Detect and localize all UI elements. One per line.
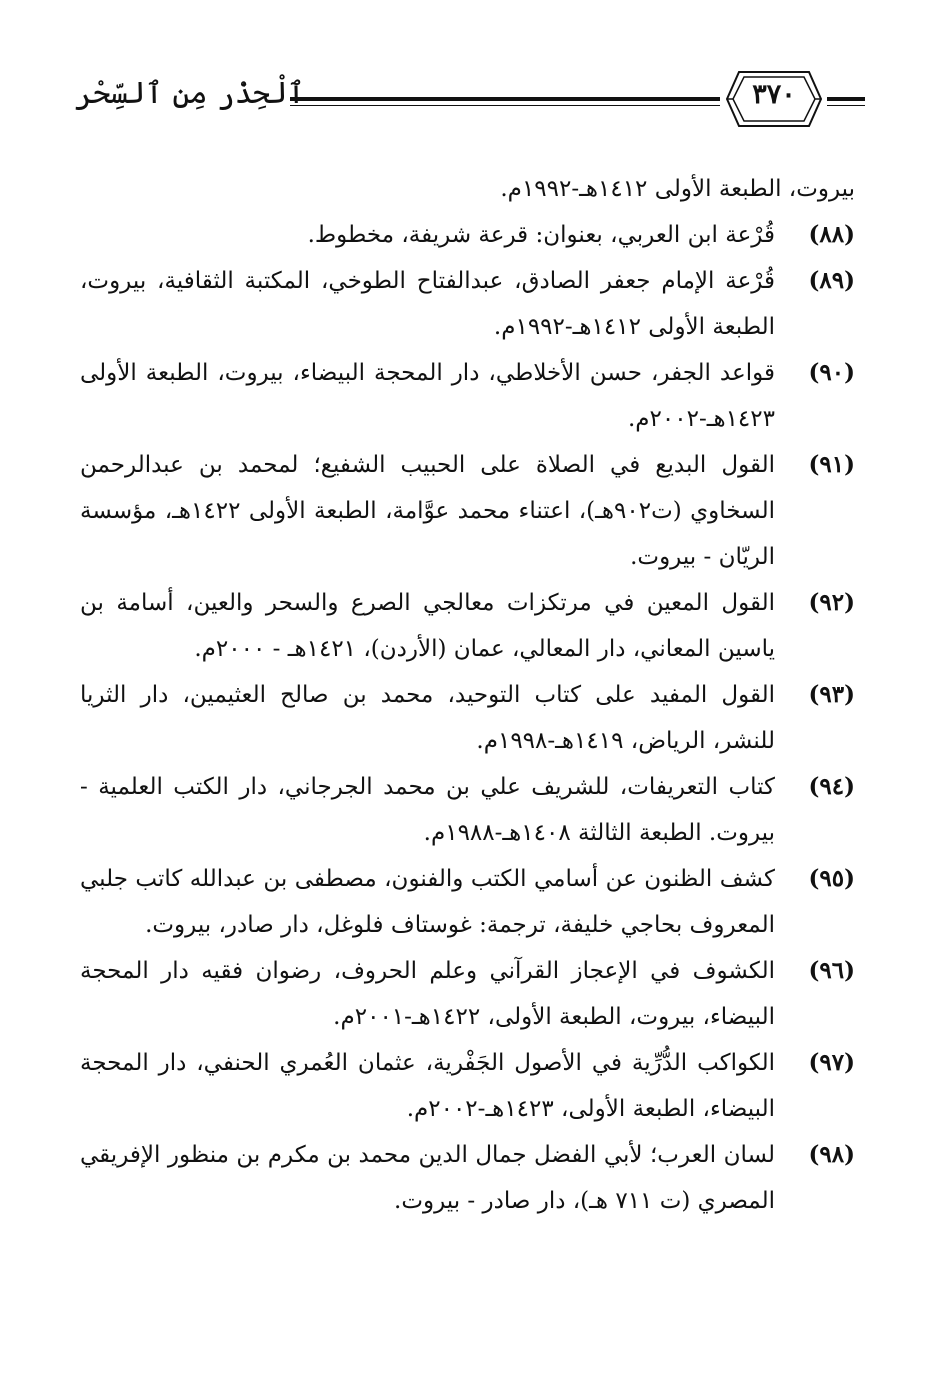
entry-text: القول المعين في مرتكزات معالجي الصرع والسحر والعين، أسامة بن ياسين المعاني، دار المعالي، عمان (الأردن)، ١٤٢١هـ - ٢٠٠٠م. bbox=[80, 590, 775, 662]
bibliography-list bbox=[80, 166, 855, 1224]
list-item bbox=[80, 258, 855, 350]
entry-number: (٨٨) bbox=[808, 221, 855, 248]
list-item bbox=[80, 442, 855, 580]
entry-number: (٩٤) bbox=[808, 773, 855, 800]
page-header bbox=[75, 68, 865, 128]
entry-text: الكواكب الدُّرِّية في الأصول الجَفْرية، عثمان العُمري الحنفي، دار المحجة البيضاء، الطبعة الأولى، ١٤٢٣هـ-٢٠٠٢م. bbox=[80, 1050, 775, 1122]
entry-text: لسان العرب؛ لأبي الفضل جمال الدين محمد بن مكرم بن منظور الإفريقي المصري (ت ٧١١ هـ)، دار صادر - بيروت. bbox=[80, 1142, 775, 1214]
entry-number: (٩١) bbox=[808, 451, 855, 478]
entry-number: (٩٠) bbox=[808, 359, 855, 386]
entry-number: (٩٧) bbox=[808, 1049, 855, 1076]
continuation-line: بيروت، الطبعة الأولى ١٤١٢هـ-١٩٩٢م. bbox=[500, 176, 855, 202]
entry-text: قُرْعة الإمام جعفر الصادق، عبدالفتاح الطوخي، المكتبة الثقافية، بيروت، الطبعة الأولى ١٤١٢هـ-١٩٩٢م. bbox=[80, 268, 775, 340]
list-item bbox=[80, 764, 855, 856]
list-item bbox=[80, 350, 855, 442]
entry-text: قواعد الجفر، حسن الأخلاطي، دار المحجة البيضاء، بيروت، الطبعة الأولى ١٤٢٣هـ-٢٠٠٢م. bbox=[80, 360, 775, 432]
entry-number: (٩٥) bbox=[808, 865, 855, 892]
page-number: ٣٧٠ bbox=[752, 79, 796, 110]
header-rule-right bbox=[827, 97, 865, 101]
running-title: ٱلْحِذْر مِن ٱلسِّحْر bbox=[75, 76, 306, 111]
page-number-frame bbox=[725, 70, 823, 128]
entry-number: (٩٣) bbox=[808, 681, 855, 708]
list-item bbox=[80, 212, 855, 258]
entry-number: (٩٨) bbox=[808, 1141, 855, 1168]
entry-text: كشف الظنون عن أسامي الكتب والفنون، مصطفى بن عبدالله كاتب جلبي المعروف بحاجي خليفة، ترجمة: غوستاف فلوغل، دار صادر، بيروت. bbox=[80, 866, 775, 938]
list-item bbox=[80, 948, 855, 1040]
entry-text: القول البديع في الصلاة على الحبيب الشفيع؛ لمحمد بن عبدالرحمن السخاوي (ت٩٠٢هـ)، اعتناء محمد عوَّامة، الطبعة الأولى ١٤٢٢هـ، مؤسسة الريّان - بيروت. bbox=[80, 452, 775, 570]
entry-number: (٩٢) bbox=[808, 589, 855, 616]
entry-text: الكشوف في الإعجاز القرآني وعلم الحروف، رضوان فقيه دار المحجة البيضاء، بيروت، الطبعة الأولى، ١٤٢٢هـ-٢٠٠١م. bbox=[80, 958, 775, 1030]
list-item bbox=[80, 1132, 855, 1224]
entry-text: كتاب التعريفات، للشريف علي بن محمد الجرجاني، دار الكتب العلمية - بيروت. الطبعة الثالثة ١٤٠٨هـ-١٩٨٨م. bbox=[80, 774, 775, 846]
entry-number: (٨٩) bbox=[808, 267, 855, 294]
entry-text: قُرْعة ابن العربي، بعنوان: قرعة شريفة، مخطوط. bbox=[307, 222, 775, 248]
entry-text: القول المفيد على كتاب التوحيد، محمد بن صالح العثيمين، دار الثريا للنشر، الرياض، ١٤١٩هـ-١٩٩٨م. bbox=[80, 682, 775, 754]
list-item bbox=[80, 1040, 855, 1132]
list-item bbox=[80, 580, 855, 672]
entry-number: (٩٦) bbox=[808, 957, 855, 984]
header-rule-left bbox=[290, 97, 720, 101]
list-item bbox=[80, 856, 855, 948]
list-item bbox=[80, 672, 855, 764]
